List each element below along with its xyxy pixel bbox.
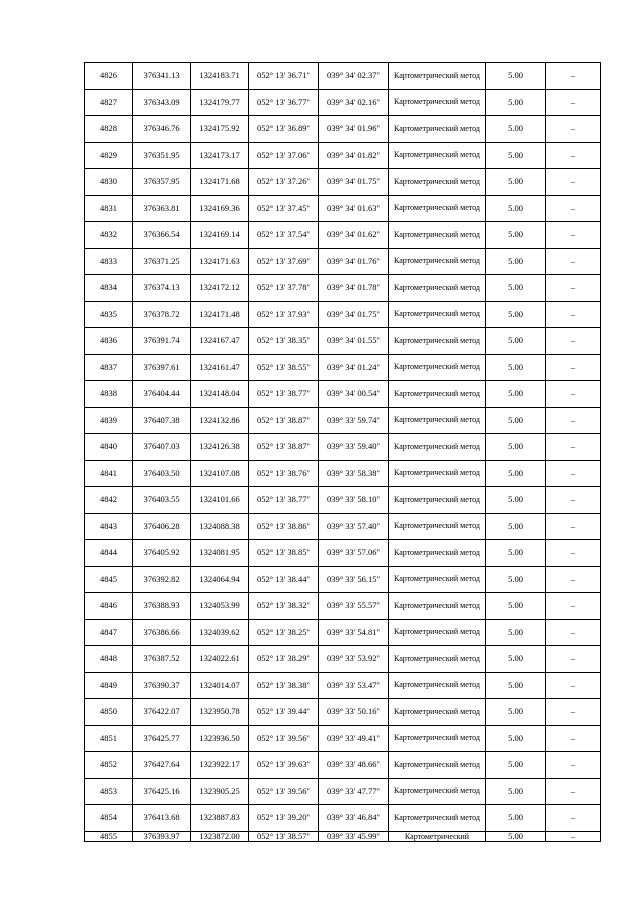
y-coordinate-cell: 1324132.86 — [191, 407, 249, 434]
x-coordinate-cell: 376406.28 — [133, 513, 191, 540]
x-coordinate-cell: 376386.66 — [133, 619, 191, 646]
longitude-cell: 039° 34' 01.24" — [319, 354, 389, 381]
y-coordinate-cell: 1323922.17 — [191, 752, 249, 779]
y-coordinate-cell: 1323905.25 — [191, 778, 249, 805]
table-row — [85, 248, 601, 275]
point-number-cell: 4852 — [85, 752, 133, 779]
note-cell: – — [546, 487, 601, 514]
longitude-cell: 039° 34' 02.37" — [319, 63, 389, 90]
x-coordinate-cell: 376422.07 — [133, 699, 191, 726]
latitude-cell: 052° 13' 38.35" — [249, 328, 319, 355]
x-coordinate-cell: 376427.64 — [133, 752, 191, 779]
note-cell: – — [546, 831, 601, 841]
note-cell: – — [546, 434, 601, 461]
accuracy-cell: 5.00 — [486, 725, 546, 752]
method-cell: Картометрический метод — [389, 593, 486, 620]
y-coordinate-cell: 1324172.12 — [191, 275, 249, 302]
table-row — [85, 460, 601, 487]
y-coordinate-cell: 1324169.14 — [191, 222, 249, 249]
x-coordinate-cell: 376393.97 — [133, 831, 191, 841]
point-number-cell: 4837 — [85, 354, 133, 381]
point-number-cell: 4830 — [85, 169, 133, 196]
accuracy-cell: 5.00 — [486, 805, 546, 832]
note-cell: – — [546, 248, 601, 275]
longitude-cell: 039° 34' 01.55" — [319, 328, 389, 355]
x-coordinate-cell: 376374.13 — [133, 275, 191, 302]
x-coordinate-cell: 376357.95 — [133, 169, 191, 196]
longitude-cell: 039° 33' 53.47" — [319, 672, 389, 699]
table-row — [85, 619, 601, 646]
point-number-cell: 4844 — [85, 540, 133, 567]
accuracy-cell: 5.00 — [486, 169, 546, 196]
point-number-cell: 4846 — [85, 593, 133, 620]
y-coordinate-cell: 1324107.08 — [191, 460, 249, 487]
note-cell: – — [546, 513, 601, 540]
point-number-cell: 4828 — [85, 116, 133, 143]
y-coordinate-cell: 1323936.50 — [191, 725, 249, 752]
table-row — [85, 566, 601, 593]
point-number-cell: 4826 — [85, 63, 133, 90]
note-cell: – — [546, 63, 601, 90]
x-coordinate-cell: 376343.09 — [133, 89, 191, 116]
longitude-cell: 039° 33' 47.77" — [319, 778, 389, 805]
latitude-cell: 052° 13' 38.76" — [249, 460, 319, 487]
point-number-cell: 4841 — [85, 460, 133, 487]
latitude-cell: 052° 13' 38.29" — [249, 646, 319, 673]
y-coordinate-cell: 1324169.36 — [191, 195, 249, 222]
table-row — [85, 142, 601, 169]
note-cell: – — [546, 619, 601, 646]
note-cell: – — [546, 116, 601, 143]
latitude-cell: 052° 13' 38.87" — [249, 434, 319, 461]
longitude-cell: 039° 33' 46.84" — [319, 805, 389, 832]
latitude-cell: 052° 13' 37.93" — [249, 301, 319, 328]
accuracy-cell: 5.00 — [486, 275, 546, 302]
y-coordinate-cell: 1324081.95 — [191, 540, 249, 567]
table-row — [85, 222, 601, 249]
note-cell: – — [546, 540, 601, 567]
longitude-cell: 039° 34' 01.82" — [319, 142, 389, 169]
x-coordinate-cell: 376403.50 — [133, 460, 191, 487]
note-cell: – — [546, 89, 601, 116]
note-cell: – — [546, 169, 601, 196]
latitude-cell: 052° 13' 37.06" — [249, 142, 319, 169]
accuracy-cell: 5.00 — [486, 593, 546, 620]
point-number-cell: 4831 — [85, 195, 133, 222]
x-coordinate-cell: 376390.37 — [133, 672, 191, 699]
note-cell: – — [546, 460, 601, 487]
accuracy-cell: 5.00 — [486, 460, 546, 487]
table-row — [85, 275, 601, 302]
coordinates-table — [84, 62, 601, 842]
table-row — [85, 169, 601, 196]
y-coordinate-cell: 1324179.77 — [191, 89, 249, 116]
latitude-cell: 052° 13' 38.85" — [249, 540, 319, 567]
method-cell: Картометрический метод — [389, 672, 486, 699]
accuracy-cell: 5.00 — [486, 89, 546, 116]
longitude-cell: 039° 33' 50.16" — [319, 699, 389, 726]
note-cell: – — [546, 672, 601, 699]
y-coordinate-cell: 1324183.71 — [191, 63, 249, 90]
x-coordinate-cell: 376407.38 — [133, 407, 191, 434]
latitude-cell: 052° 13' 37.26" — [249, 169, 319, 196]
table-row — [85, 354, 601, 381]
latitude-cell: 052° 13' 37.69" — [249, 248, 319, 275]
latitude-cell: 052° 13' 38.57" — [249, 831, 319, 841]
table-row — [85, 116, 601, 143]
longitude-cell: 039° 34' 01.62" — [319, 222, 389, 249]
table-row — [85, 89, 601, 116]
point-number-cell: 4829 — [85, 142, 133, 169]
note-cell: – — [546, 195, 601, 222]
point-number-cell: 4855 — [85, 831, 133, 841]
method-cell: Картометрический метод — [389, 89, 486, 116]
latitude-cell: 052° 13' 38.55" — [249, 354, 319, 381]
x-coordinate-cell: 376425.77 — [133, 725, 191, 752]
point-number-cell: 4845 — [85, 566, 133, 593]
point-number-cell: 4849 — [85, 672, 133, 699]
point-number-cell: 4854 — [85, 805, 133, 832]
point-number-cell: 4847 — [85, 619, 133, 646]
method-cell: Картометрический метод — [389, 699, 486, 726]
accuracy-cell: 5.00 — [486, 142, 546, 169]
x-coordinate-cell: 376366.54 — [133, 222, 191, 249]
note-cell: – — [546, 301, 601, 328]
point-number-cell: 4853 — [85, 778, 133, 805]
longitude-cell: 039° 33' 59.40" — [319, 434, 389, 461]
x-coordinate-cell: 376397.61 — [133, 354, 191, 381]
y-coordinate-cell: 1324022.61 — [191, 646, 249, 673]
x-coordinate-cell: 376405.92 — [133, 540, 191, 567]
note-cell: – — [546, 142, 601, 169]
accuracy-cell: 5.00 — [486, 195, 546, 222]
accuracy-cell: 5.00 — [486, 328, 546, 355]
note-cell: – — [546, 593, 601, 620]
longitude-cell: 039° 33' 58.38" — [319, 460, 389, 487]
x-coordinate-cell: 376391.74 — [133, 328, 191, 355]
y-coordinate-cell: 1324175.92 — [191, 116, 249, 143]
accuracy-cell: 5.00 — [486, 116, 546, 143]
latitude-cell: 052° 13' 38.38" — [249, 672, 319, 699]
table-row — [85, 831, 601, 841]
point-number-cell: 4840 — [85, 434, 133, 461]
longitude-cell: 039° 34' 01.76" — [319, 248, 389, 275]
method-cell: Картометрический метод — [389, 805, 486, 832]
accuracy-cell: 5.00 — [486, 301, 546, 328]
table-row — [85, 805, 601, 832]
y-coordinate-cell: 1324064.94 — [191, 566, 249, 593]
y-coordinate-cell: 1324161.47 — [191, 354, 249, 381]
latitude-cell: 052° 13' 39.56" — [249, 778, 319, 805]
y-coordinate-cell: 1324173.17 — [191, 142, 249, 169]
longitude-cell: 039° 33' 48.66" — [319, 752, 389, 779]
point-number-cell: 4834 — [85, 275, 133, 302]
accuracy-cell: 5.00 — [486, 699, 546, 726]
y-coordinate-cell: 1323887.83 — [191, 805, 249, 832]
x-coordinate-cell: 376346.76 — [133, 116, 191, 143]
method-cell: Картометрический метод — [389, 169, 486, 196]
accuracy-cell: 5.00 — [486, 381, 546, 408]
latitude-cell: 052° 13' 36.89" — [249, 116, 319, 143]
method-cell: Картометрический метод — [389, 142, 486, 169]
note-cell: – — [546, 805, 601, 832]
method-cell: Картометрический метод — [389, 752, 486, 779]
y-coordinate-cell: 1324014.07 — [191, 672, 249, 699]
accuracy-cell: 5.00 — [486, 513, 546, 540]
latitude-cell: 052° 13' 38.77" — [249, 487, 319, 514]
method-cell: Картометрический метод — [389, 460, 486, 487]
table-row — [85, 434, 601, 461]
accuracy-cell: 5.00 — [486, 222, 546, 249]
latitude-cell: 052° 13' 38.32" — [249, 593, 319, 620]
method-cell: Картометрический метод — [389, 778, 486, 805]
x-coordinate-cell: 376388.93 — [133, 593, 191, 620]
latitude-cell: 052° 13' 39.63" — [249, 752, 319, 779]
accuracy-cell: 5.00 — [486, 354, 546, 381]
x-coordinate-cell: 376392.82 — [133, 566, 191, 593]
point-number-cell: 4843 — [85, 513, 133, 540]
table-row — [85, 63, 601, 90]
table-row — [85, 778, 601, 805]
method-cell: Картометрический метод — [389, 646, 486, 673]
longitude-cell: 039° 33' 45.99" — [319, 831, 389, 841]
latitude-cell: 052° 13' 38.77" — [249, 381, 319, 408]
y-coordinate-cell: 1324088.38 — [191, 513, 249, 540]
latitude-cell: 052° 13' 38.25" — [249, 619, 319, 646]
point-number-cell: 4850 — [85, 699, 133, 726]
y-coordinate-cell: 1324101.66 — [191, 487, 249, 514]
method-cell: Картометрический метод — [389, 354, 486, 381]
method-cell: Картометрический метод — [389, 381, 486, 408]
note-cell: – — [546, 381, 601, 408]
table-row — [85, 540, 601, 567]
note-cell: – — [546, 407, 601, 434]
y-coordinate-cell: 1324126.38 — [191, 434, 249, 461]
latitude-cell: 052° 13' 38.86" — [249, 513, 319, 540]
x-coordinate-cell: 376363.81 — [133, 195, 191, 222]
y-coordinate-cell: 1324171.63 — [191, 248, 249, 275]
note-cell: – — [546, 752, 601, 779]
point-number-cell: 4842 — [85, 487, 133, 514]
table-row — [85, 487, 601, 514]
longitude-cell: 039° 34' 01.75" — [319, 169, 389, 196]
table-row — [85, 646, 601, 673]
latitude-cell: 052° 13' 37.78" — [249, 275, 319, 302]
method-cell: Картометрический метод — [389, 116, 486, 143]
y-coordinate-cell: 1324171.68 — [191, 169, 249, 196]
table-row — [85, 195, 601, 222]
note-cell: – — [546, 646, 601, 673]
method-cell: Картометрический метод — [389, 487, 486, 514]
y-coordinate-cell: 1323872.00 — [191, 831, 249, 841]
method-cell: Картометрический метод — [389, 513, 486, 540]
latitude-cell: 052° 13' 39.44" — [249, 699, 319, 726]
note-cell: – — [546, 566, 601, 593]
table-row — [85, 725, 601, 752]
method-cell: Картометрический метод — [389, 725, 486, 752]
accuracy-cell: 5.00 — [486, 619, 546, 646]
x-coordinate-cell: 376387.52 — [133, 646, 191, 673]
longitude-cell: 039° 34' 02.16" — [319, 89, 389, 116]
point-number-cell: 4839 — [85, 407, 133, 434]
accuracy-cell: 5.00 — [486, 566, 546, 593]
x-coordinate-cell: 376413.68 — [133, 805, 191, 832]
longitude-cell: 039° 33' 59.74" — [319, 407, 389, 434]
accuracy-cell: 5.00 — [486, 778, 546, 805]
point-number-cell: 4835 — [85, 301, 133, 328]
note-cell: – — [546, 725, 601, 752]
point-number-cell: 4832 — [85, 222, 133, 249]
method-cell: Картометрический метод — [389, 63, 486, 90]
method-cell: Картометрический метод — [389, 407, 486, 434]
method-cell: Картометрический — [389, 831, 486, 841]
x-coordinate-cell: 376378.72 — [133, 301, 191, 328]
method-cell: Картометрический метод — [389, 248, 486, 275]
method-cell: Картометрический метод — [389, 301, 486, 328]
longitude-cell: 039° 33' 49.41" — [319, 725, 389, 752]
table-row — [85, 381, 601, 408]
note-cell: – — [546, 222, 601, 249]
method-cell: Картометрический метод — [389, 328, 486, 355]
x-coordinate-cell: 376407.03 — [133, 434, 191, 461]
longitude-cell: 039° 33' 57.06" — [319, 540, 389, 567]
y-coordinate-cell: 1323950.78 — [191, 699, 249, 726]
longitude-cell: 039° 33' 54.81" — [319, 619, 389, 646]
y-coordinate-cell: 1324148.04 — [191, 381, 249, 408]
accuracy-cell: 5.00 — [486, 646, 546, 673]
note-cell: – — [546, 328, 601, 355]
point-number-cell: 4827 — [85, 89, 133, 116]
y-coordinate-cell: 1324039.62 — [191, 619, 249, 646]
accuracy-cell: 5.00 — [486, 487, 546, 514]
latitude-cell: 052° 13' 37.45" — [249, 195, 319, 222]
table-row — [85, 672, 601, 699]
longitude-cell: 039° 33' 57.40" — [319, 513, 389, 540]
longitude-cell: 039° 34' 01.78" — [319, 275, 389, 302]
accuracy-cell: 5.00 — [486, 63, 546, 90]
accuracy-cell: 5.00 — [486, 540, 546, 567]
table-row — [85, 593, 601, 620]
method-cell: Картометрический метод — [389, 619, 486, 646]
note-cell: – — [546, 699, 601, 726]
latitude-cell: 052° 13' 37.54" — [249, 222, 319, 249]
longitude-cell: 039° 33' 55.57" — [319, 593, 389, 620]
y-coordinate-cell: 1324053.99 — [191, 593, 249, 620]
latitude-cell: 052° 13' 36.71" — [249, 63, 319, 90]
method-cell: Картометрический метод — [389, 195, 486, 222]
point-number-cell: 4833 — [85, 248, 133, 275]
accuracy-cell: 5.00 — [486, 434, 546, 461]
x-coordinate-cell: 376341.13 — [133, 63, 191, 90]
coordinates-table-body — [85, 63, 601, 842]
point-number-cell: 4836 — [85, 328, 133, 355]
latitude-cell: 052° 13' 39.20" — [249, 805, 319, 832]
point-number-cell: 4838 — [85, 381, 133, 408]
table-row — [85, 407, 601, 434]
y-coordinate-cell: 1324171.48 — [191, 301, 249, 328]
method-cell: Картометрический метод — [389, 434, 486, 461]
point-number-cell: 4851 — [85, 725, 133, 752]
latitude-cell: 052° 13' 38.44" — [249, 566, 319, 593]
longitude-cell: 039° 33' 56.15" — [319, 566, 389, 593]
x-coordinate-cell: 376371.25 — [133, 248, 191, 275]
x-coordinate-cell: 376404.44 — [133, 381, 191, 408]
table-row — [85, 699, 601, 726]
longitude-cell: 039° 34' 01.63" — [319, 195, 389, 222]
accuracy-cell: 5.00 — [486, 407, 546, 434]
table-row — [85, 513, 601, 540]
longitude-cell: 039° 33' 58.10" — [319, 487, 389, 514]
longitude-cell: 039° 34' 00.54" — [319, 381, 389, 408]
accuracy-cell: 5.00 — [486, 248, 546, 275]
table-row — [85, 752, 601, 779]
longitude-cell: 039° 33' 53.92" — [319, 646, 389, 673]
longitude-cell: 039° 34' 01.96" — [319, 116, 389, 143]
latitude-cell: 052° 13' 39.56" — [249, 725, 319, 752]
accuracy-cell: 5.00 — [486, 831, 546, 841]
method-cell: Картометрический метод — [389, 566, 486, 593]
latitude-cell: 052° 13' 38.87" — [249, 407, 319, 434]
longitude-cell: 039° 34' 01.75" — [319, 301, 389, 328]
latitude-cell: 052° 13' 36.77" — [249, 89, 319, 116]
method-cell: Картометрический метод — [389, 540, 486, 567]
x-coordinate-cell: 376403.55 — [133, 487, 191, 514]
note-cell: – — [546, 275, 601, 302]
table-row — [85, 301, 601, 328]
y-coordinate-cell: 1324167.47 — [191, 328, 249, 355]
table-row — [85, 328, 601, 355]
note-cell: – — [546, 354, 601, 381]
note-cell: – — [546, 778, 601, 805]
accuracy-cell: 5.00 — [486, 672, 546, 699]
method-cell: Картометрический метод — [389, 275, 486, 302]
x-coordinate-cell: 376425.16 — [133, 778, 191, 805]
x-coordinate-cell: 376351.95 — [133, 142, 191, 169]
method-cell: Картометрический метод — [389, 222, 486, 249]
accuracy-cell: 5.00 — [486, 752, 546, 779]
point-number-cell: 4848 — [85, 646, 133, 673]
